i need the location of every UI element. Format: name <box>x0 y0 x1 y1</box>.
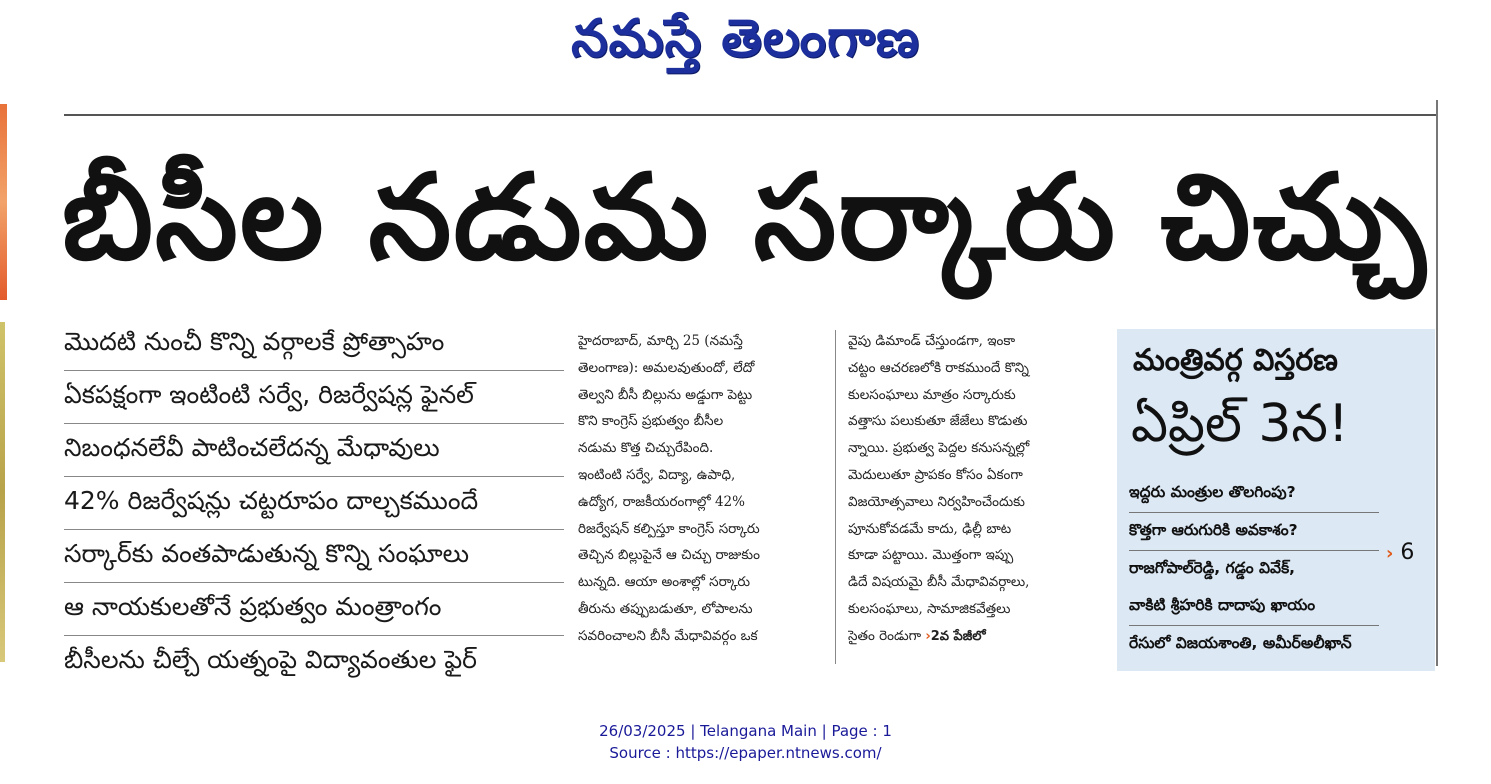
article-line: మెదులుతూ ప్రాపకం కోసం ఏకంగా <box>848 466 1023 483</box>
continued-page-label: 2వ పేజీలో <box>930 628 986 644</box>
sidebar-list-item: వాకిటి శ్రీహరికి దాదాపు ఖాయం <box>1129 588 1379 626</box>
sidebar-page-number: 6 <box>1400 540 1415 565</box>
article-line: టున్నది. ఆయా అంశాల్లో సర్కారు <box>578 574 751 591</box>
sidebar-list-item: రాజగోపాల్‌రెడ్డి, గడ్డం వివేక్, <box>1129 559 1296 577</box>
sidebar-list-item: ఇద్దరు మంత్రుల తొలగింపు? <box>1129 475 1379 513</box>
article-line-last <box>848 623 1093 650</box>
article-column-2 <box>848 328 1093 650</box>
article-line: కొని కాంగ్రెస్ ప్రభుత్వం బీసీల <box>578 413 724 430</box>
article-line: వైపు డిమాండ్ చేస్తుండగా, ఇంకా <box>848 333 1016 349</box>
chevron-right-icon: › <box>1386 543 1394 564</box>
top-divider <box>64 114 1436 116</box>
highlight-item: 42% రిజర్వేషన్లు చట్టరూపం దాల్చకముందే <box>64 477 564 530</box>
epaper-footer <box>0 720 1491 764</box>
adjacent-page-strip-lower <box>0 322 5 662</box>
article-line: న్నాయి. ప్రభుత్వ పెద్దల కనుసన్నల్లో <box>848 440 1030 457</box>
main-headline: బీసీల నడుమ సర్కారు చిచ్చు <box>62 148 1428 286</box>
sidebar-title: ఏప్రిల్ 3న! <box>1131 394 1349 454</box>
article-line: కూడా పట్టాయి. మొత్తంగా ఇప్పు <box>848 547 1014 564</box>
cabinet-expansion-box <box>1117 329 1435 671</box>
sidebar-list-item: రేసులో విజయశాంతి, అమీర్‌అలీఖాన్ <box>1129 634 1352 652</box>
article-line-text: సైతం రెండుగా <box>848 627 922 644</box>
chevron-right-icon: › <box>925 628 931 644</box>
article-line: హైదరాబాద్, మార్చి 25 (నమస్తే <box>578 333 743 349</box>
masthead-logo: నమస్తే తెలంగాణ <box>571 9 920 69</box>
sidebar-list <box>1129 475 1379 663</box>
highlights-list <box>64 318 564 688</box>
highlight-item: మొదటి నుంచీ కొన్ని వర్గాలకే ప్రోత్సాహం <box>64 318 564 371</box>
article-line: రిజర్వేషన్ కల్పిస్తూ కాంగ్రెస్ సర్కారు <box>578 520 760 537</box>
article-line: పూనుకోవడమే కాదు, ఢిల్లీ బాట <box>848 520 1012 537</box>
highlight-item: సర్కార్‌కు వంతపాడుతున్న కొన్ని సంఘాలు <box>64 530 564 583</box>
article-line: తీరును తప్పుబడుతూ, లోపాలను <box>578 600 753 617</box>
sidebar-page-link[interactable] <box>1386 540 1414 565</box>
article-line: తెల్వని బీసీ బిల్లును అడ్డుగా పెట్టు <box>578 386 753 403</box>
article-line: విజయోత్సవాలు నిర్వహించేందుకు <box>848 493 1025 510</box>
article-line: ఇంటింటి సర్వే, విద్యా, ఉపాధి, <box>578 466 736 483</box>
adjacent-page-strip <box>0 104 7 300</box>
highlight-item: ఆ నాయకులతోనే ప్రభుత్వం మంత్రాంగం <box>64 583 564 636</box>
article-line: నడుమ కొత్త చిచ్చురేపింది. <box>578 440 714 457</box>
article-line: కులసంఘాలు మాత్రం సర్కారుకు <box>848 386 1016 403</box>
article-line: డిదే విషయమై బీసీ మేధావివర్గాలు, <box>848 574 1030 591</box>
continued-page-link[interactable] <box>925 629 985 644</box>
article-line: తెచ్చిన బిల్లుపైనే ఆ చిచ్చు రాజుకుం <box>578 547 760 564</box>
article-line: ఉద్యోగ, రాజకీయరంగాల్లో 42% <box>578 493 745 510</box>
column-divider <box>835 330 836 664</box>
article-line: తెలంగాణ): అమలవుతుందో, లేదో <box>578 359 755 376</box>
article-line: కులసంఘాలు, సామాజికవేత్తలు <box>848 600 1011 617</box>
sidebar-kicker: మంత్రివర్గ విస్తరణ <box>1133 343 1338 378</box>
article-line: చట్టం ఆచరణలోకి రాకముందే కొన్ని <box>848 359 1029 376</box>
highlight-item: బీసీలను చీల్చే యత్నంపై విద్యావంతుల ఫైర్ <box>64 645 477 674</box>
article-line: సవరించాలని బీసీ మేధావివర్గం ఒక <box>578 627 758 644</box>
highlight-item: ఏకపక్షంగా ఇంటింటి సర్వే, రిజర్వేషన్ల ఫైనల్ <box>64 371 564 424</box>
highlight-item: నిబంధనలేవీ పాటించలేదన్న మేధావులు <box>64 424 564 477</box>
footer-edition-line: 26/03/2025 | Telangana Main | Page : 1 <box>599 722 892 740</box>
sidebar-list-item: కొత్తగా ఆరుగురికి అవకాశం? <box>1129 513 1379 551</box>
footer-source-link[interactable]: Source : https://epaper.ntnews.com/ <box>609 744 882 762</box>
article-line: వత్తాసు పలుకుతూ జేజేలు కొడుతు <box>848 413 1028 430</box>
article-column-1 <box>578 328 823 650</box>
